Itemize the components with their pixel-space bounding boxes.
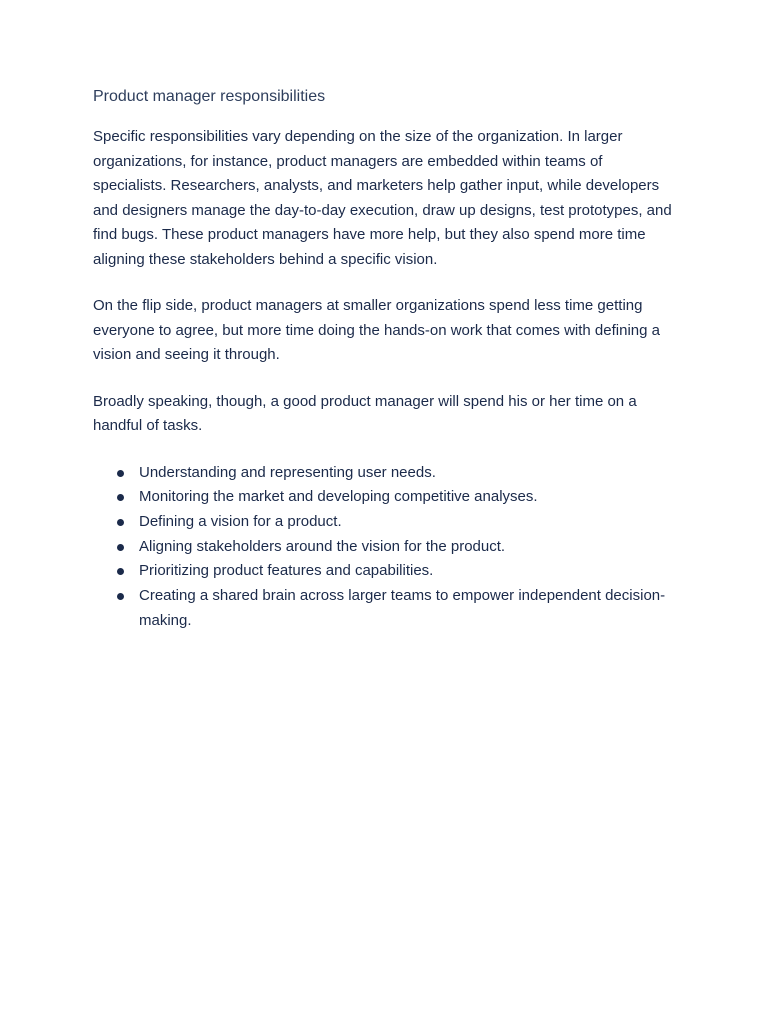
list-item — [93, 510, 675, 535]
responsibilities-list — [93, 461, 675, 634]
bullet-icon — [117, 519, 124, 526]
list-item-text: Monitoring the market and developing competitive analyses. — [139, 488, 538, 506]
list-item-text: Prioritizing product features and capabilities. — [139, 562, 434, 580]
section-heading: Product manager responsibilities — [93, 88, 326, 105]
list-item-text: Defining a vision for a product. — [139, 512, 342, 530]
list-item — [93, 559, 675, 584]
bullet-icon — [117, 544, 124, 551]
list-item-text: Aligning stakeholders around the vision for the product. — [139, 537, 506, 555]
paragraph-organization-size: Specific responsibilities vary depending on the size of the organization. In larger organizations, for instance, product managers are embedded within teams of specialists. Researchers, analysts, and marketers help gather input, while developers and designers manage the day-to-day execution, draw up designs, test prototypes, and find bugs. These product managers have more help, but they also spend more time aligning these stakeholders behind a specific vision. — [93, 128, 672, 268]
list-item — [93, 584, 675, 633]
list-item — [93, 485, 675, 510]
list-item — [93, 461, 675, 486]
list-item-text: Creating a shared brain across larger teams to empower independent decision-making. — [139, 587, 666, 629]
list-item-text: Understanding and representing user needs. — [139, 463, 436, 481]
list-item — [93, 535, 675, 560]
bullet-icon — [117, 568, 124, 575]
bullet-icon — [117, 593, 124, 600]
bullet-icon — [117, 494, 124, 501]
bullet-icon — [117, 470, 124, 477]
paragraph-smaller-organizations: On the flip side, product managers at smaller organizations spend less time getting everyone to agree, but more time doing the hands-on work that comes with defining a vision and seeing it through. — [93, 297, 660, 363]
document-page — [93, 86, 675, 633]
paragraph-tasks-intro: Broadly speaking, though, a good product manager will spend his or her time on a handful of tasks. — [93, 392, 637, 434]
